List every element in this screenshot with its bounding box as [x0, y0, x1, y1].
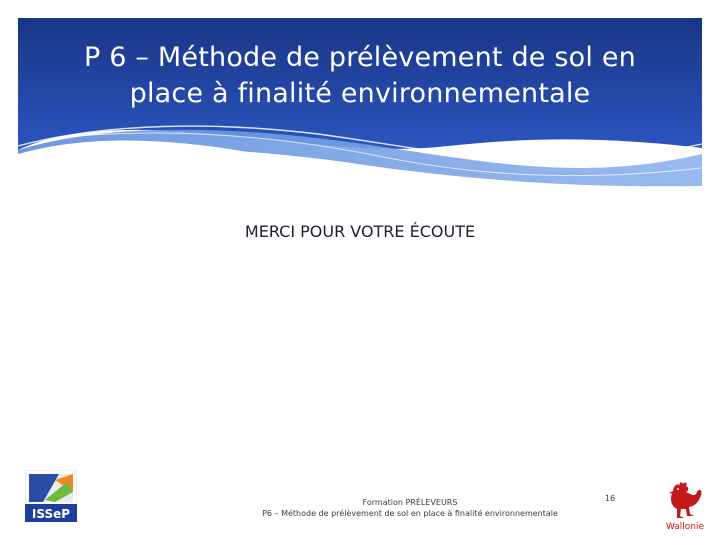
slide-title-line1: P 6 – Méthode de prélèvement de sol en	[84, 42, 636, 73]
footer-line1: Formation PRÉLEVEURS	[362, 498, 458, 507]
issep-logo	[25, 470, 77, 522]
slide-title	[18, 40, 702, 112]
issep-logo-text: ISSeP	[31, 507, 71, 521]
page-number: 16	[604, 494, 616, 503]
rooster-icon	[665, 478, 705, 522]
title-banner	[18, 18, 702, 198]
slide-title-line2: place à finalité environnementale	[129, 78, 591, 109]
footer	[230, 497, 590, 519]
wallonie-logo-text: Wallonie	[665, 522, 705, 532]
slide-subtitle: MERCI POUR VOTRE ÉCOUTE	[244, 222, 476, 241]
wallonie-logo	[660, 478, 710, 536]
footer-line2: P6 – Méthode de prélèvement de sol en place à finalité environnementale	[262, 509, 558, 518]
